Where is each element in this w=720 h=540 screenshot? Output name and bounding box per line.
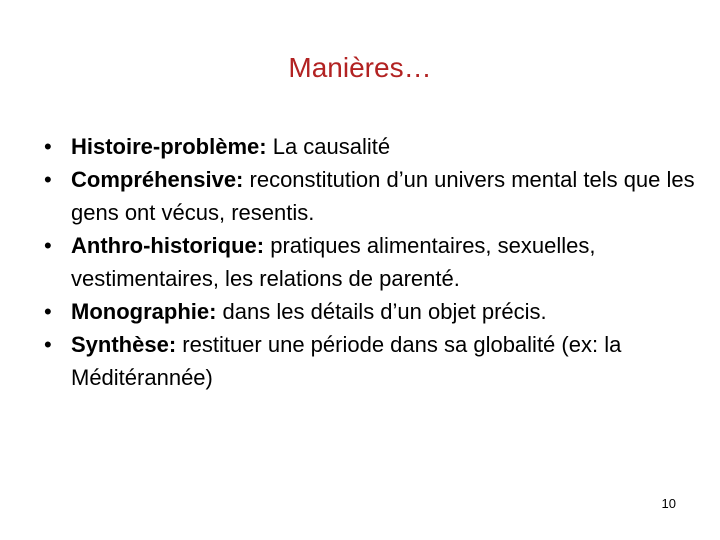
bullet-term: Histoire-problème: (71, 134, 267, 159)
slide-title: Manières… (288, 52, 432, 83)
bullet-term: Anthro-historique: (71, 233, 265, 258)
bullet-text: dans les détails d’un objet précis. (216, 299, 547, 324)
bullet-icon: • (44, 299, 52, 324)
bullet-text: reconstitution d’un univers mental tels que les gens ont vécus, resentis. (71, 167, 695, 225)
bullet-term: Compréhensive: (71, 167, 244, 192)
list-item (44, 163, 704, 229)
bullet-text: restituer une période dans sa globalité (ex: la Méditérannée) (71, 332, 622, 390)
list-item (44, 295, 704, 328)
bullet-text: pratiques alimentaires, sexuelles, vestimentaires, les relations de parenté. (71, 233, 596, 291)
list-item (44, 229, 704, 295)
bullet-icon: • (44, 332, 52, 357)
list-item (44, 130, 704, 163)
page-number: 10 (661, 496, 676, 511)
bullet-icon: • (44, 134, 52, 159)
list-item (44, 328, 704, 394)
bullet-term: Synthèse: (71, 332, 177, 357)
bullet-icon: • (44, 233, 52, 258)
bullet-icon: • (44, 167, 52, 192)
bullet-list (44, 130, 704, 394)
bullet-term: Monographie: (71, 299, 217, 324)
bullet-text: La causalité (266, 134, 391, 159)
